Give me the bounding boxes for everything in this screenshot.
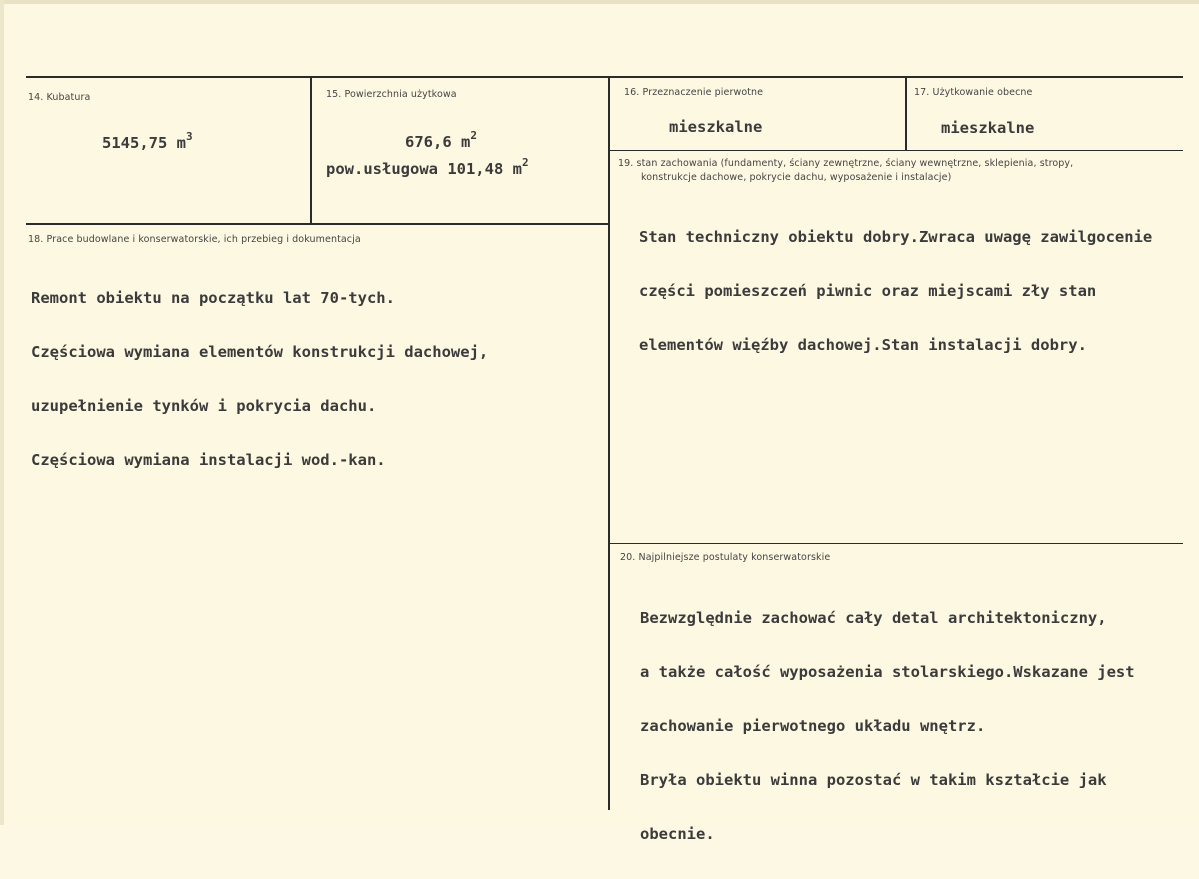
powierzchnia-number: 676,6 m bbox=[405, 133, 471, 151]
stan-text bbox=[639, 192, 1152, 390]
row1-rule-right bbox=[610, 150, 1183, 151]
stan-line: Stan techniczny obiektu dobry.Zwraca uwagę zawilgocenie bbox=[639, 228, 1153, 246]
postulaty-line: a także całość wyposażenia stolarskiego.Wskazane jest bbox=[640, 663, 1135, 681]
kubatura-label: 14. Kubatura bbox=[28, 92, 91, 103]
main-divider bbox=[608, 78, 610, 810]
kubatura-value bbox=[102, 129, 193, 152]
divider-14-15 bbox=[310, 78, 312, 224]
prace-line: uzupełnienie tynków i pokrycia dachu. bbox=[31, 397, 377, 415]
stan-label-line2: konstrukcje dachowe, pokrycie dachu, wyposażenie i instalacje) bbox=[641, 172, 952, 183]
prace-line: Częściowa wymiana elementów konstrukcji dachowej, bbox=[31, 343, 489, 361]
powierzchnia-uslugowa bbox=[326, 155, 529, 178]
card-top-edge bbox=[0, 0, 1199, 4]
uzytkowanie-value: mieszkalne bbox=[941, 119, 1035, 137]
postulaty-line: Bryła obiektu winna pozostać w takim kształcie jak bbox=[640, 771, 1107, 789]
powierzchnia-value bbox=[405, 128, 477, 151]
prace-line: Częściowa wymiana instalacji wod.-kan. bbox=[31, 451, 386, 469]
powierzchnia-exponent: 2 bbox=[470, 128, 477, 142]
card-left-edge bbox=[0, 0, 4, 825]
top-rule bbox=[26, 76, 1183, 78]
postulaty-line: Bezwzględnie zachować cały detal architektoniczny, bbox=[640, 609, 1107, 627]
prace-label: 18. Prace budowlane i konserwatorskie, ich przebieg i dokumentacja bbox=[28, 234, 361, 245]
przeznaczenie-label: 16. Przeznaczenie pierwotne bbox=[624, 87, 764, 98]
postulaty-line: zachowanie pierwotnego układu wnętrz. bbox=[640, 717, 986, 735]
postulaty-label: 20. Najpilniejsze postulaty konserwatorskie bbox=[620, 552, 831, 563]
postulaty-line: obecnie. bbox=[640, 825, 715, 843]
row3-rule-right bbox=[610, 543, 1183, 544]
kubatura-exponent: 3 bbox=[186, 129, 193, 143]
stan-line: części pomieszczeń piwnic oraz miejscami zły stan bbox=[639, 282, 1097, 300]
uslugowa-number: pow.usługowa 101,48 m bbox=[326, 160, 522, 178]
uslugowa-exponent: 2 bbox=[521, 155, 529, 169]
powierzchnia-label: 15. Powierzchnia użytkowa bbox=[326, 89, 457, 100]
divider-16-17 bbox=[905, 78, 907, 150]
postulaty-text bbox=[640, 573, 1135, 879]
prace-line: Remont obiektu na początku lat 70-tych. bbox=[31, 289, 395, 307]
row1-rule-left bbox=[26, 223, 608, 225]
uzytkowanie-label: 17. Użytkowanie obecne bbox=[914, 87, 1033, 98]
stan-line: elementów więźby dachowej.Stan instalacji dobry. bbox=[639, 336, 1087, 354]
kubatura-number: 5145,75 m bbox=[102, 134, 186, 152]
stan-label-line1: 19. stan zachowania (fundamenty, ściany zewnętrzne, ściany wewnętrzne, sklepienia, stropy, bbox=[618, 158, 1074, 169]
przeznaczenie-value: mieszkalne bbox=[669, 118, 763, 136]
prace-text bbox=[31, 253, 488, 505]
